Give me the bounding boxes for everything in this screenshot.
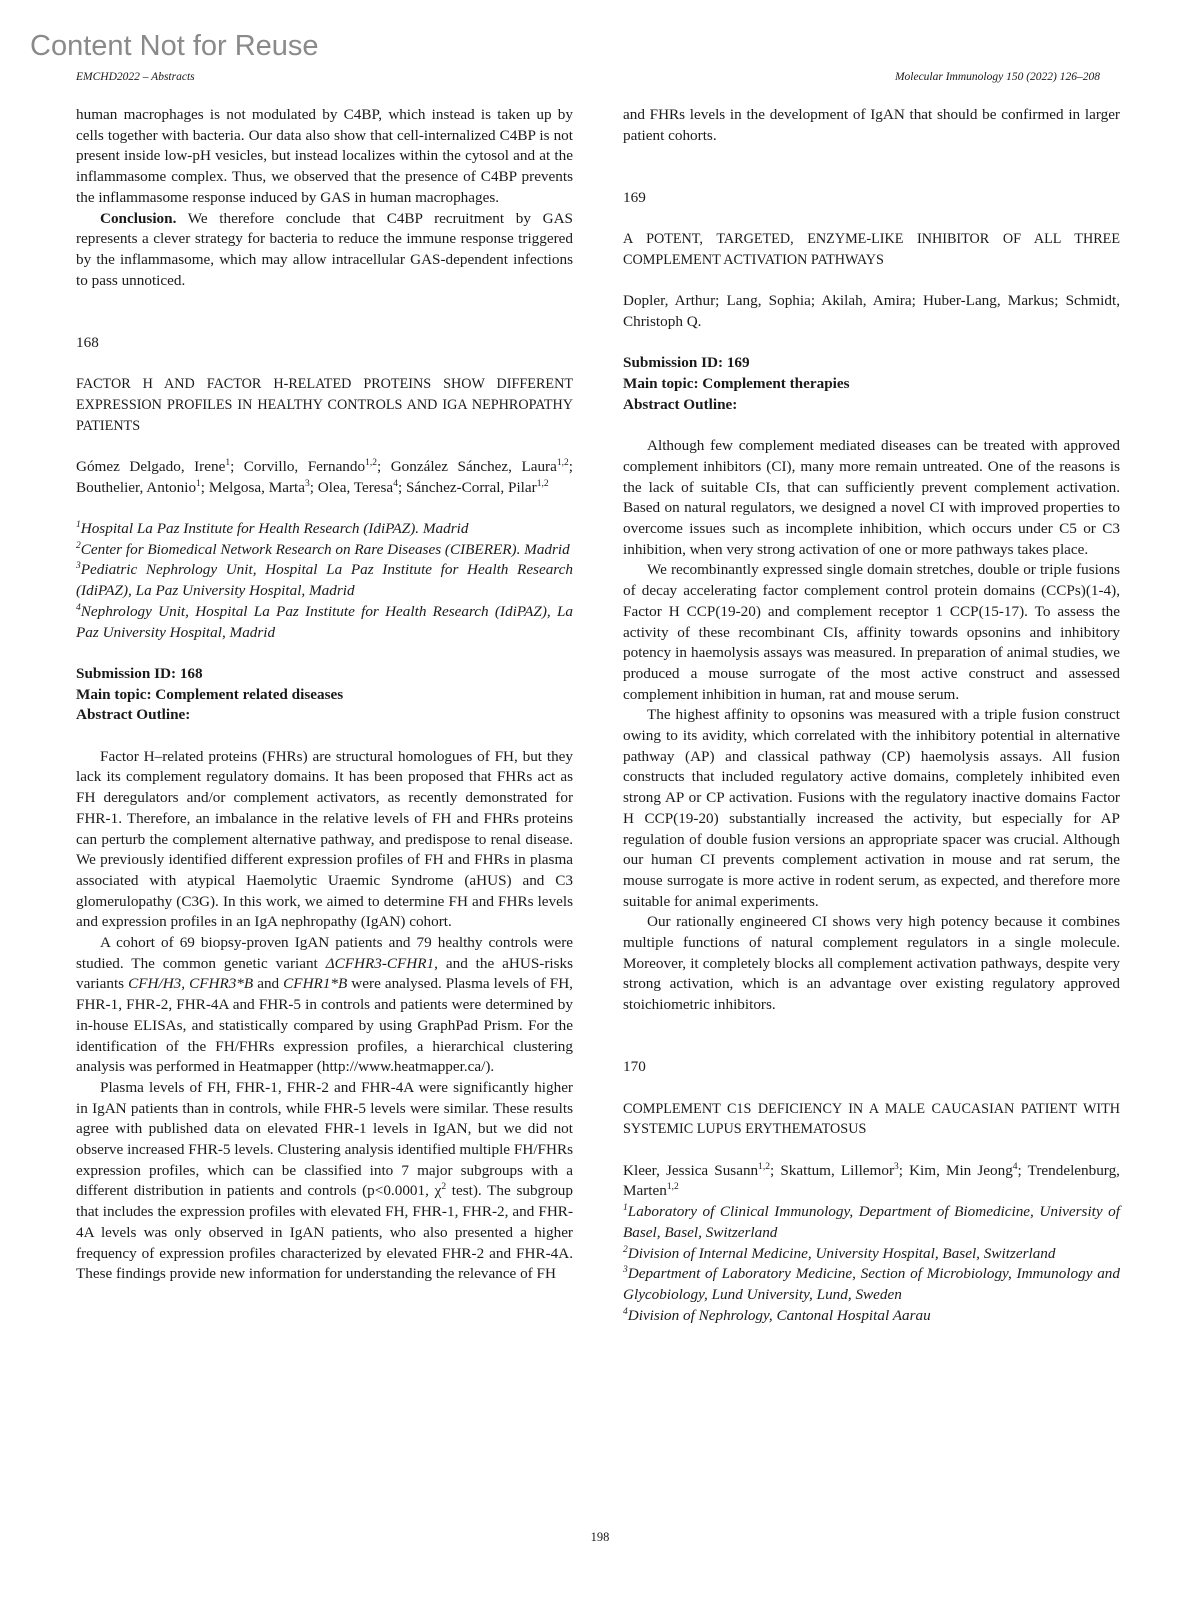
affiliation: $^1$Hospital La Paz Institute for Health Research (IdiPAZ). Madrid	[76, 519, 469, 537]
body-paragraph: Plasma levels of FH, FHR-1, FHR-2 and FHR-4A were significantly higher in IgAN patients than in controls, while FHR-5 levels were similar. These results agree with published data on elevated FHR-1 levels in IgAN, but we did not observe increased FHR-5 levels. Clustering analysis identified multiple FH/FHRs expression profiles, which can be classified into 7 major subgroups with a different distribution in patients and controls (p<0.0001, $\chi^2$ test). The subgroup that includes the expression profiles with elevated FH, FHR-1, FHR-2, and FHR-4A levels was only observed in IgAN patients, who also presented a higher frequency of expression profiles characterized by elevated FHR-2 and FHR-4A. These findings provide new information for understanding the relevance of FH	[76, 1078, 573, 1283]
affiliation: $^3$Department of Laboratory Medicine, Section of Microbiology, Immunology and Glycobiology, Lund University, Lund, Sweden	[623, 1265, 1120, 1303]
affiliation: $^1$Laboratory of Clinical Immunology, Department of Biomedicine, University of Basel, Basel, Switzerland	[623, 1203, 1120, 1241]
submission-id: Submission ID: 169	[623, 354, 750, 372]
body-paragraph: The highest affinity to opsonins was measured with a triple fusion construct owing to its avidity, which correlated with the inhibitory potential in alternative pathway (AP) and classical pathway (CP) haemolysis assays. All fusion constructs that included regulatory active domains, completely inhibited even strong AP or CP activation. Fusions with the regulatory inactive domains Factor H CCP(19-20) substantially increased the activity, but especially for AP regulation of double fusion versions an appropriate spacer was crucial. Although our human CI prevents complement activation in mouse and rat serum, the mouse surrogate is more active in rodent serum, as expected, and therefore more suitable for animal experiments.	[623, 706, 1120, 910]
continuation-text: and FHRs levels in the development of IgAN that should be confirmed in larger patient cohorts.	[623, 106, 1120, 144]
body-paragraph: Factor H–related proteins (FHRs) are structural homologues of FH, but they lack its complement regulatory domains. It has been proposed that FHRs act as FH deregulators and/or complement activators, as recently demonstrated for FHR-1. Therefore, an imbalance in the relative levels of FH and FHRs proteins can perturb the complement alternative pathway, and predispose to renal disease. We previously identified different expression profiles of FH and FHRs in plasma associated with atypical Haemolytic Uraemic Syndrome (aHUS) and C3 glomerulopathy (C3G). In this work, we aimed to determine FH and FHRs levels and expression profiles in an IgA nephropathy (IgAN) cohort.	[76, 747, 573, 931]
abstract-number: 170	[623, 1058, 646, 1076]
submission-id: Submission ID: 168	[76, 664, 203, 682]
header-right: Molecular Immunology 150 (2022) 126–208	[894, 71, 1100, 83]
abstract-title: COMPLEMENT C1S DEFICIENCY IN A MALE CAUCASIAN PATIENT WITH SYSTEMIC LUPUS ERYTHEMATOSUS	[623, 1100, 1120, 1138]
affiliation-list	[76, 519, 573, 643]
author-list: Dopler, Arthur; Lang, Sophia; Akilah, Amira; Huber-Lang, Markus; Schmidt, Christoph Q.	[623, 292, 1120, 330]
author-list: Kleer, Jessica Susann$^{1,2}$; Skattum, Lillemor$^3$; Kim, Min Jeong$^4$; Trendelenburg, Marten$^{1,2}$	[623, 1161, 1120, 1200]
affiliation: $^4$Division of Nephrology, Cantonal Hospital Aarau	[623, 1306, 931, 1324]
affiliation-list	[623, 1202, 1120, 1326]
affiliation: $^2$Center for Biomedical Network Research on Rare Diseases (CIBERER). Madrid	[76, 540, 570, 558]
running-header	[76, 71, 1100, 89]
affiliation: $^3$Pediatric Nephrology Unit, Hospital La Paz Institute for Health Research (IdiPAZ), La Paz University Hospital, Madrid	[76, 561, 573, 600]
body-paragraph: A cohort of 69 biopsy-proven IgAN patients and 79 healthy controls were studied. The common genetic variant ΔCFHR3-CFHR1, and the aHUS-risks variants CFH/H3, CFHR3*B and CFHR1*B were analysed. Plasma levels of FH, FHR-1, FHR-2, FHR-4A and FHR-5 in controls and patients were determined by in-house ELISAs, and statistically compared by using GraphPad Prism. For the identification of the FH/FHRs expression profiles, a hierarchical clustering analysis was performed in Heatmapper (http://www.heatmapper.ca/).	[76, 934, 574, 1076]
author-list: Gómez Delgado, Irene$^1$; Corvillo, Fernando$^{1,2}$; González Sánchez, Laura$^{1,2}$; Bouthelier, Antonio$^1$; Melgosa, Marta$^3$; Olea, Teresa$^4$; Sánchez-Corral, Pilar$^{1,2}$	[76, 457, 573, 496]
continuation-text: human macrophages is not modulated by C4BP, which instead is taken up by cells together with bacteria. Our data also show that cell-internalized C4BP is not present inside low-pH vesicles, but instead localizes within the cytosol and at the inflammasome complex. Thus, we observed that the presence of C4BP prevents the inflammasome response induced by GAS in human macrophages.	[76, 106, 573, 206]
conclusion-label: Conclusion.	[100, 209, 177, 227]
watermark: Content Not for Reuse	[30, 30, 319, 62]
body-paragraph: Although few complement mediated diseases can be treated with approved complement inhibitors (CI), many more remain untreated. One of the reasons is the lack of suitable CIs, that can sufficiently prevent complement activation. Based on natural regulators, we designed a novel CI with improved properties to overcome issues such as incomplete inhibition, which occurs under C5 or C3 inhibition, when very strong activation of one or more pathways takes place.	[623, 437, 1120, 558]
header-left: EMCHD2022 – Abstracts	[76, 71, 195, 83]
left-column	[76, 105, 573, 1285]
abstract-number: 169	[623, 188, 646, 206]
body-paragraph: Our rationally engineered CI shows very high potency because it combines multiple functions of natural complement regulators in a single molecule. Moreover, it completely blocks all complement activation pathways, despite very strong activation, which is an advantage over existing regulatory approved stoichiometric inhibitors.	[623, 913, 1120, 1014]
conclusion-paragraph	[76, 209, 573, 292]
page-number: 198	[590, 1530, 610, 1544]
affiliation: $^4$Nephrology Unit, Hospital La Paz Institute for Health Research (IdiPAZ), La Paz University Hospital, Madrid	[76, 602, 573, 641]
affiliation: $^2$Division of Internal Medicine, University Hospital, Basel, Switzerland	[623, 1244, 1056, 1262]
abstract-outline-label: Abstract Outline:	[623, 395, 738, 413]
main-topic: Main topic: Complement related diseases	[76, 685, 344, 703]
main-topic: Main topic: Complement therapies	[623, 375, 850, 393]
abstract-title: A POTENT, TARGETED, ENZYME-LIKE INHIBITOR OF ALL THREE COMPLEMENT ACTIVATION PATHWAYS	[623, 231, 1120, 268]
abstract-number: 168	[76, 333, 99, 351]
body-paragraph: We recombinantly expressed single domain stretches, double or triple fusions of decay accelerating factor complement control protein domains (CCPs)(1-4), Factor H CCP(19-20) and complement receptor 1 CCP(15-17). To assess the activity of these recombinant CIs, affinity towards opsonins and inhibitory potency in haemolysis assays was measured. In preparation of animal studies, we produced a mouse surrogate of the most active construct and assessed complement inhibition in human, rat and mouse serum.	[623, 561, 1120, 703]
conclusion-text: We therefore conclude that C4BP recruitment by GAS represents a clever strategy for bacteria to reduce the immune response triggered by the inflammasome, which may allow intracellular GAS-dependent infections to pass unnoticed.	[76, 209, 573, 289]
abstract-title: FACTOR H AND FACTOR H-RELATED PROTEINS SHOW DIFFERENT EXPRESSION PROFILES IN HEALTHY CONTROLS AND IGA NEPHROPATHY PATIENTS	[76, 376, 573, 434]
right-column	[623, 105, 1120, 1326]
abstract-outline-label: Abstract Outline:	[76, 706, 191, 724]
